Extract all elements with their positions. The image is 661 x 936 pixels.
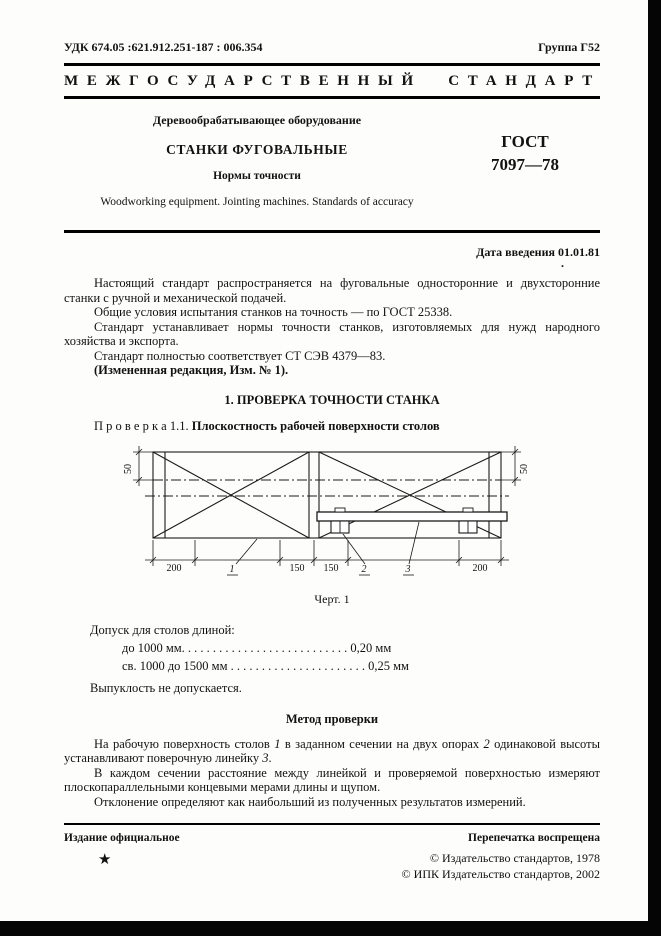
dim-150-left: 150 — [289, 562, 305, 574]
method-text: одинаковой высоты устанавливают поверочную линейку — [64, 736, 600, 765]
scan-edge-bottom — [0, 921, 661, 936]
introduction — [64, 276, 600, 378]
intro-paragraph: Общие условия испытания станков на точность — по ГОСТ 25338. — [94, 305, 453, 319]
tolerance-note: Выпуклость не допускается. — [90, 680, 242, 695]
method-text: в заданном сечении на двух опорах — [280, 736, 484, 751]
method-title: Метод проверки — [285, 711, 379, 726]
designation-block — [450, 109, 600, 208]
title-left-column — [64, 109, 450, 208]
copyright-block — [402, 850, 600, 882]
designation-label: ГОСТ — [501, 132, 549, 151]
header-rule — [64, 230, 600, 233]
standard-title: СТАНКИ ФУГОВАЛЬНЫЕ — [166, 142, 348, 157]
designation-number: 7097—78 — [491, 154, 559, 174]
dim-200-right: 200 — [472, 562, 488, 574]
figure-1 — [64, 438, 600, 607]
intro-paragraph: Настоящий стандарт распространяется на фуговальные односторонние и двухсторонние станки с ручной и механической подачей. — [64, 276, 600, 305]
part-label-1: 1 — [229, 563, 235, 575]
check-label: П р о в е р к а 1.1. — [94, 418, 189, 433]
tolerance-intro: Допуск для столов длиной: — [90, 622, 235, 637]
tolerance-row: до 1000 мм. . . . . . . . . . . . . . . . . . . . . . . . . . . 0,20 мм — [122, 640, 392, 655]
amendment-note: (Измененная редакция, Изм. № 1). — [94, 363, 289, 377]
part-ref-2: 2 — [483, 736, 490, 751]
date-mark: . — [561, 256, 564, 270]
method-paragraph-3: Отклонение определяют как наибольший из полученных результатов измерений. — [94, 794, 526, 809]
english-title: Woodworking equipment. Jointing machines. Standards of accuracy — [100, 196, 414, 208]
effective-date: Дата введения 01.01.81 — [476, 245, 600, 259]
banner-title: МЕЖГОСУДАРСТВЕННЫЙ СТАНДАРТ — [64, 73, 601, 89]
part-label-3: 3 — [405, 563, 411, 575]
intro-paragraph: Стандарт полностью соответствует СТ СЭВ 4379—83. — [94, 348, 386, 363]
check-1-1-line — [64, 419, 600, 434]
section-1-title: 1. ПРОВЕРКА ТОЧНОСТИ СТАНКА — [224, 392, 440, 407]
copyright-line-1978: © Издательство стандартов, 1978 — [429, 851, 600, 865]
method-text: На рабочую поверхность столов — [94, 736, 275, 751]
table-top-view — [153, 452, 501, 538]
standard-banner — [64, 63, 600, 99]
section-centerlines — [145, 480, 509, 496]
equipment-category: Деревообрабатывающее оборудование — [152, 113, 362, 127]
reprint-prohibited-label: Перепечатка воспрещена — [468, 832, 600, 844]
figure-1-drawing — [117, 438, 547, 588]
straightedge-and-supports — [317, 508, 507, 533]
dim-200-left: 200 — [166, 562, 182, 574]
part-label-2: 2 — [361, 563, 367, 575]
title-block — [64, 109, 600, 208]
page-content — [64, 40, 600, 882]
meta-row — [64, 40, 600, 55]
part-ref-3: 3 — [262, 751, 269, 765]
udc-code: УДК 674.05 :621.912.251-187 : 006.354 — [64, 40, 263, 54]
footer-bottom — [64, 850, 600, 882]
copyright-line-2002: © ИПК Издательство стандартов, 2002 — [401, 867, 600, 882]
standard-subtitle: Нормы точности — [213, 170, 301, 182]
method-paragraph-2: В каждом сечении расстояние между линейкой и проверяемой поверхностью измеряют плоскопараллельными концевыми мерами длины и щупом. — [64, 765, 600, 794]
method-paragraph-1 — [64, 737, 600, 766]
group-code: Группа Г52 — [538, 40, 600, 54]
part-ref-1: 1 — [274, 736, 281, 751]
scan-edge-right — [648, 0, 661, 936]
dim-50-right: 50 — [519, 463, 530, 474]
tolerance-block — [64, 623, 600, 696]
dim-50-left: 50 — [123, 463, 134, 474]
check-title: Плоскостность рабочей поверхности столов — [191, 418, 440, 433]
footer-row — [64, 832, 600, 844]
footer-rule — [64, 823, 600, 825]
intro-paragraph: Стандарт устанавливает нормы точности станков, изготовляемых для нужд народного хозяйства и экспорта. — [64, 319, 600, 348]
official-edition-label: Издание официальное — [64, 832, 180, 844]
star-icon: ★ — [98, 852, 112, 868]
figure-caption: Черт. 1 — [314, 591, 350, 606]
tolerance-row: св. 1000 до 1500 мм . . . . . . . . . . . . . . . . . . . . . . 0,25 мм — [122, 658, 409, 673]
dim-150-right: 150 — [323, 562, 339, 574]
method-text: . — [268, 751, 272, 765]
